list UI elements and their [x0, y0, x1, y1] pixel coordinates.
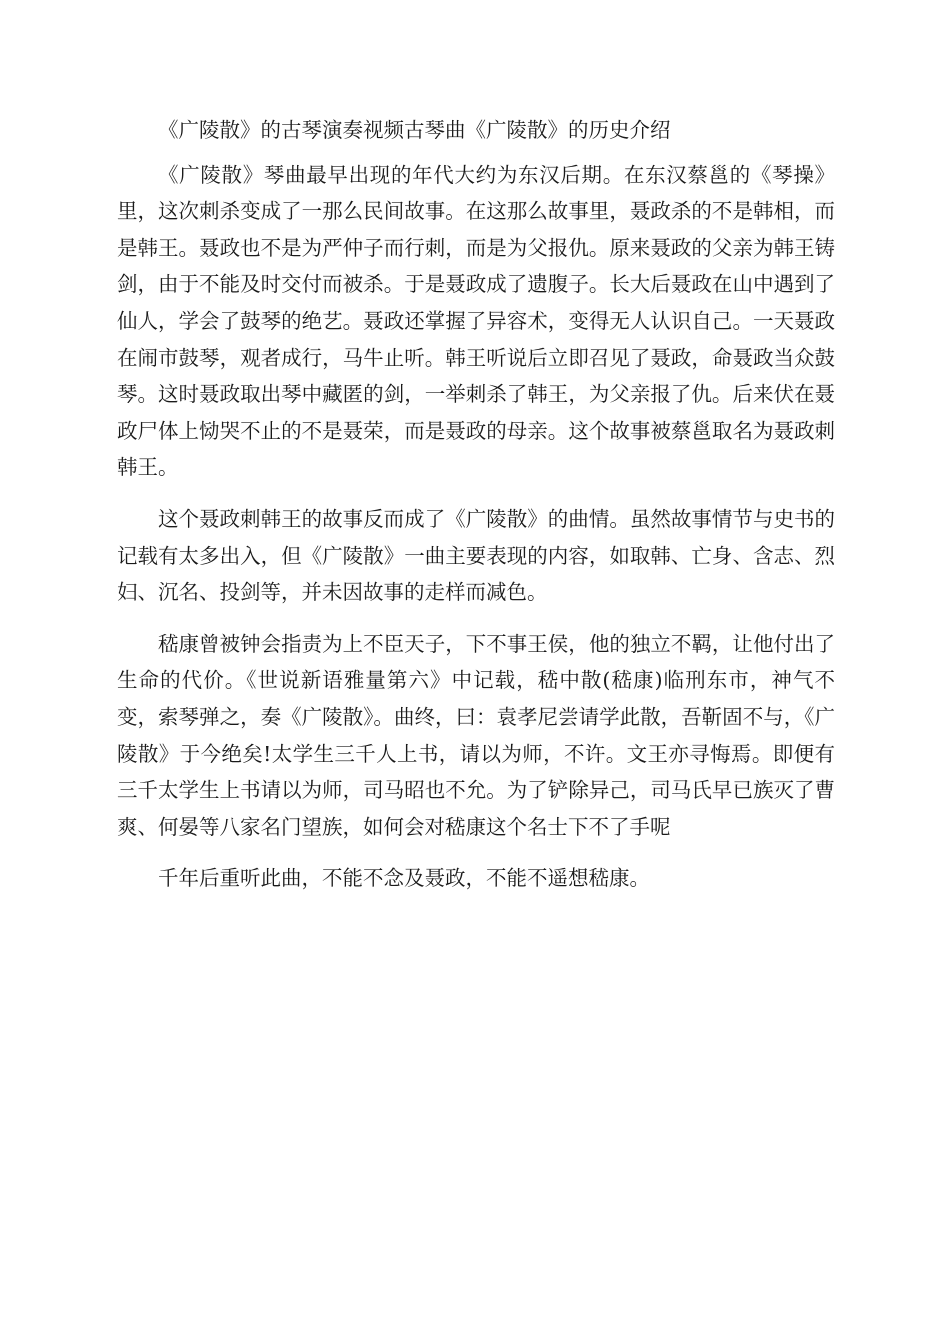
document-title: 《广陵散》的古琴演奏视频古琴曲《广陵散》的历史介绍: [158, 118, 671, 142]
paragraph-conclusion: 千年后重听此曲，不能不念及聂政，不能不遥想嵇康。: [158, 866, 650, 891]
paragraph-ji-kang: 嵇康曾被钟会指责为上不臣天子，下不事王侯，他的独立不羁，让他付出了生命的代价。《世说新语雅量第六》中记载，嵇中散(嵇康)临刑东市，神气不变，索琴弹之，奏《广陵散》。曲终，曰：袁孝尼尝请学此散，吾靳固不与，《广陵散》于今绝矣!太学生三千人上书，请以为师，不许。文王亦寻悔焉。即便有三千太学生上书请以为师，司马昭也不允。为了铲除异己，司马氏早已族灭了曹爽、何晏等八家名门望族，如何会对嵇康这个名士下不了手呢: [117, 631, 835, 839]
paragraph-nie-zheng-story: 《广陵散》琴曲最早出现的年代大约为东汉后期。在东汉蔡邕的《琴操》里，这次刺杀变成了一那么民间故事。在这那么故事里，聂政杀的不是韩相，而是韩王。聂政也不是为严仲子而行刺，而是为父报仇。原来聂政的父亲为韩王铸剑，由于不能及时交付而被杀。于是聂政成了遗腹子。长大后聂政在山中遇到了仙人，学会了鼓琴的绝艺。聂政还掌握了异容术，变得无人认识自己。一天聂政在闹市鼓琴，观者成行，马牛止听。韩王听说后立即召见了聂政，命聂政当众鼓琴。这时聂政取出琴中藏匿的剑，一举刺杀了韩王，为父亲报了仇。后来伏在聂政尸体上恸哭不止的不是聂荣，而是聂政的母亲。这个故事被蔡邕取名为聂政刺韩王。: [117, 162, 835, 480]
paragraph-guangling-san-melody: 这个聂政刺韩王的故事反而成了《广陵散》的曲情。虽然故事情节与史书的记载有太多出入，但《广陵散》一曲主要表现的内容，如取韩、亡身、含志、烈妇、沉名、投剑等，并未因故事的走样而减色。: [117, 506, 835, 605]
document-page: [117, 112, 835, 912]
